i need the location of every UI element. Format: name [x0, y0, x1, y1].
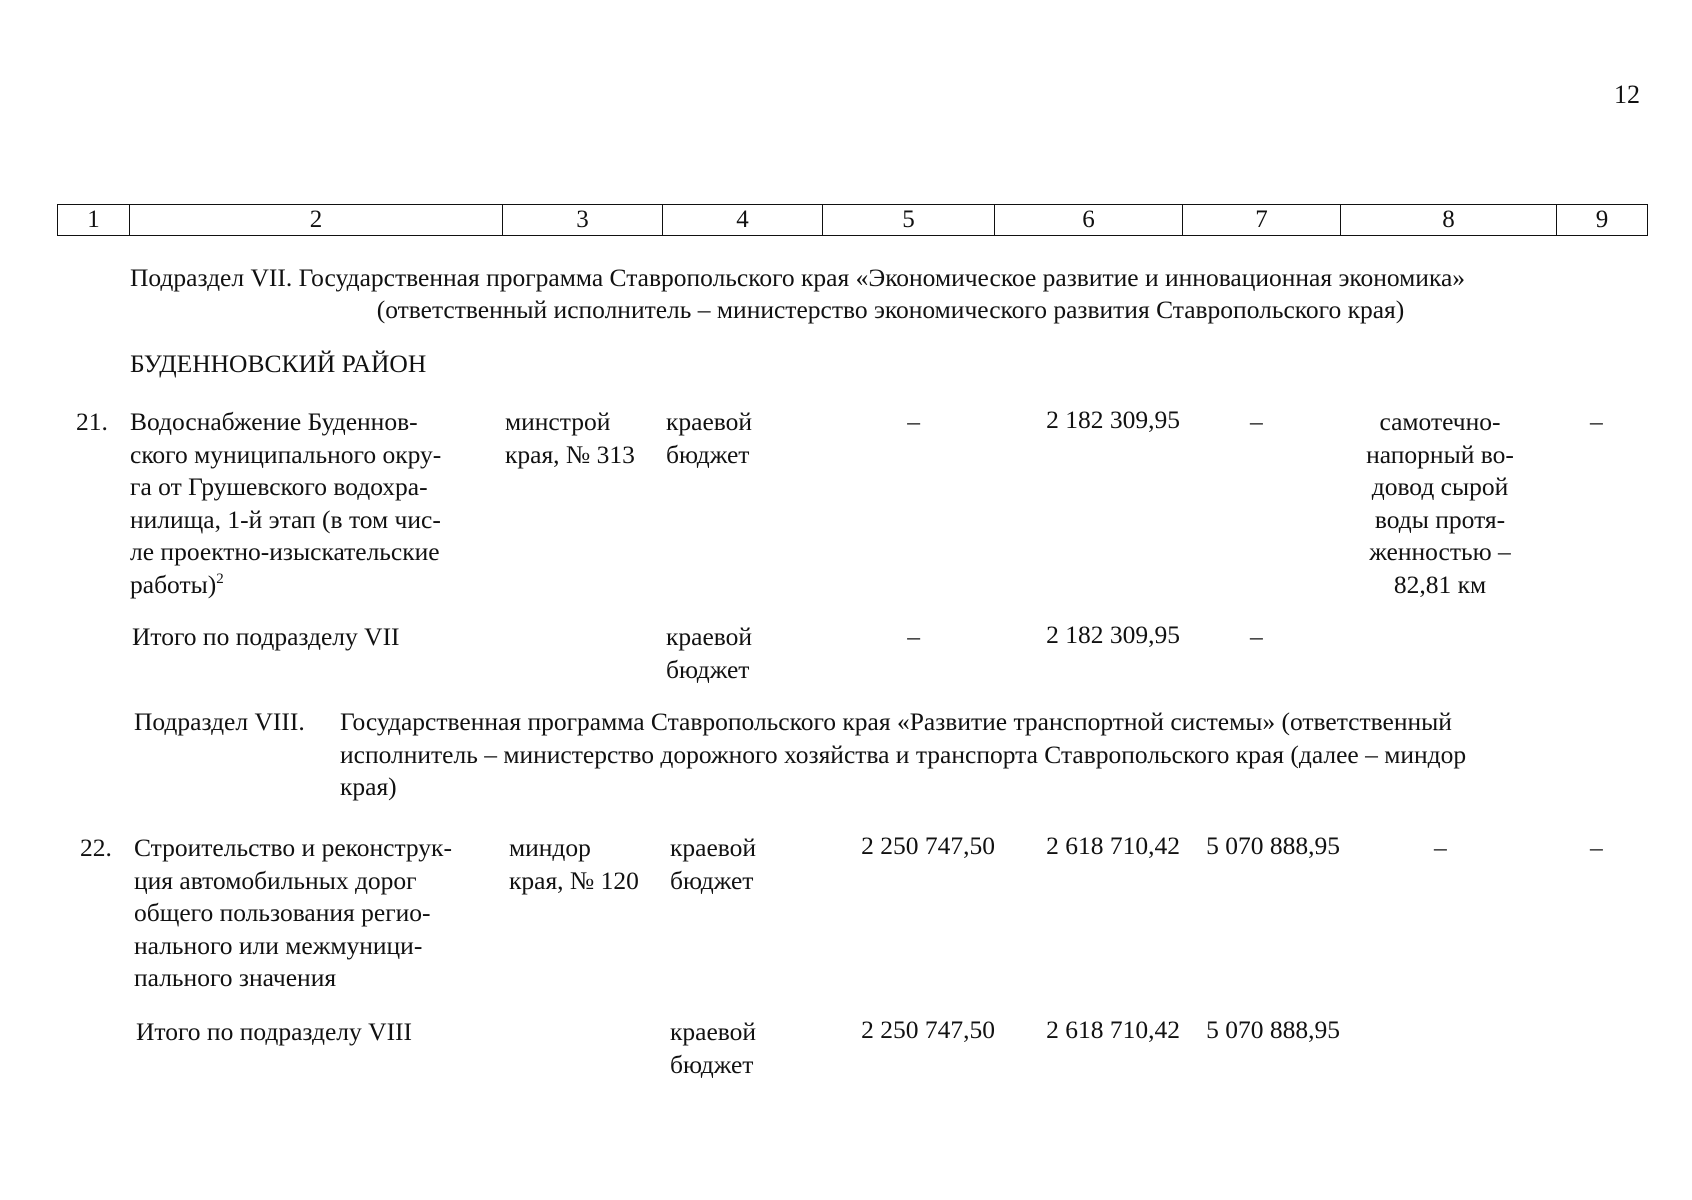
object-name-line: Строительство и реконструк-	[134, 833, 452, 862]
value-col9: –	[1590, 833, 1603, 862]
row-number: 21.	[76, 407, 108, 436]
value-col6: 2 618 710,42	[1046, 831, 1180, 860]
funding-source-line: краевой	[670, 1017, 757, 1046]
subsection-vii-title-line2: (ответственный исполнитель – министерство экономического развития Ставропольского края)	[376, 295, 1405, 324]
customer-line: миндор	[509, 833, 591, 862]
value-col6: 2 618 710,42	[1046, 1015, 1180, 1044]
funding-source-line: краевой	[666, 407, 753, 436]
funding-source-line: бюджет	[666, 654, 750, 684]
value-col9: –	[1590, 407, 1603, 436]
value-col8: –	[1434, 833, 1447, 862]
customer-cell	[509, 832, 659, 897]
customer-cell	[505, 406, 655, 471]
value-col5: 2 250 747,50	[861, 1015, 995, 1044]
subsection-viii-title-line: края)	[340, 772, 397, 801]
customer-line: края, № 120	[509, 865, 639, 895]
page-number: 12	[1614, 80, 1640, 109]
column-number: 5	[823, 205, 995, 236]
object-name-line: нального или межмуници-	[134, 930, 423, 960]
column-number: 4	[663, 205, 823, 236]
column-number: 8	[1341, 205, 1557, 236]
object-name-line: ция автомобильных дорог	[134, 865, 417, 895]
column-header-row	[57, 204, 1648, 236]
value-col5: –	[907, 407, 920, 436]
footnote-marker: 2	[216, 570, 224, 587]
column-number: 7	[1183, 205, 1341, 236]
customer-line: края, № 313	[505, 439, 635, 469]
row-number: 22.	[80, 833, 112, 862]
value-col6: 2 182 309,95	[1046, 620, 1180, 649]
subsection-viii-prefix: Подраздел VIII.	[134, 707, 305, 736]
value-col6: 2 182 309,95	[1046, 405, 1180, 434]
object-name-line: га от Грушевского водохра-	[130, 472, 428, 501]
object-name-line: Водоснабжение Буденнов-	[130, 407, 418, 436]
column-number: 2	[130, 205, 503, 236]
funding-source-cell	[666, 406, 776, 471]
subsection-viii-title-line: исполнитель – министерство дорожного хозяйства и транспорта Ставропольского края (далее – миндор	[340, 739, 1467, 769]
district-heading: БУДЕННОВСКИЙ РАЙОН	[130, 349, 427, 378]
object-name-line: работы)	[130, 569, 217, 599]
funding-source-line: краевой	[666, 622, 753, 651]
value-col5: 2 250 747,50	[861, 831, 995, 860]
funding-source-cell	[666, 621, 776, 686]
funding-source-cell	[670, 1016, 780, 1081]
result-line: воды протя-	[1374, 504, 1506, 534]
column-number: 3	[503, 205, 663, 236]
column-number: 6	[995, 205, 1183, 236]
subsection-viii-title-line: Государственная программа Ставропольского края «Развитие транспортной системы» (ответственный	[340, 707, 1452, 736]
result-line: женностью –	[1369, 537, 1511, 566]
funding-source-line: бюджет	[666, 439, 750, 469]
object-name-line-last	[130, 569, 492, 602]
funding-source-line: бюджет	[670, 865, 754, 895]
funding-source-cell	[670, 832, 780, 897]
result-line: довод сырой	[1371, 472, 1509, 501]
object-name-line: ле проектно-изыскательские	[130, 537, 440, 566]
subtotal-label: Итого по подразделу VIII	[136, 1017, 413, 1046]
column-number: 1	[58, 205, 130, 236]
value-col5: –	[907, 622, 920, 651]
value-col7: 5 070 888,95	[1206, 1015, 1340, 1044]
funding-source-line: бюджет	[670, 1049, 754, 1079]
funding-source-line: краевой	[670, 833, 757, 862]
object-name-cell	[130, 406, 492, 601]
object-name-line: общего пользования регио-	[134, 898, 431, 927]
result-description-cell	[1340, 406, 1540, 601]
result-line: самотечно-	[1379, 407, 1501, 436]
subsection-viii-title	[340, 706, 1651, 804]
subsection-vii-title-line1: Подраздел VII. Государственная программа Ставропольского края «Экономическое развитие и инновационная экономика»	[130, 263, 1466, 292]
result-line: 82,81 км	[1393, 569, 1487, 599]
column-number: 9	[1557, 205, 1648, 236]
value-col7: 5 070 888,95	[1206, 831, 1340, 860]
subtotal-label: Итого по подразделу VII	[132, 622, 400, 651]
object-name-cell	[134, 832, 494, 995]
object-name-line: нилища, 1-й этап (в том чис-	[130, 504, 441, 534]
value-col7: –	[1250, 407, 1263, 436]
result-line: напорный во-	[1366, 439, 1514, 469]
value-col7: –	[1250, 622, 1263, 651]
object-name-line: пального значения	[134, 963, 337, 992]
customer-line: минстрой	[505, 407, 611, 436]
object-name-line: ского муниципального окру-	[130, 439, 442, 469]
